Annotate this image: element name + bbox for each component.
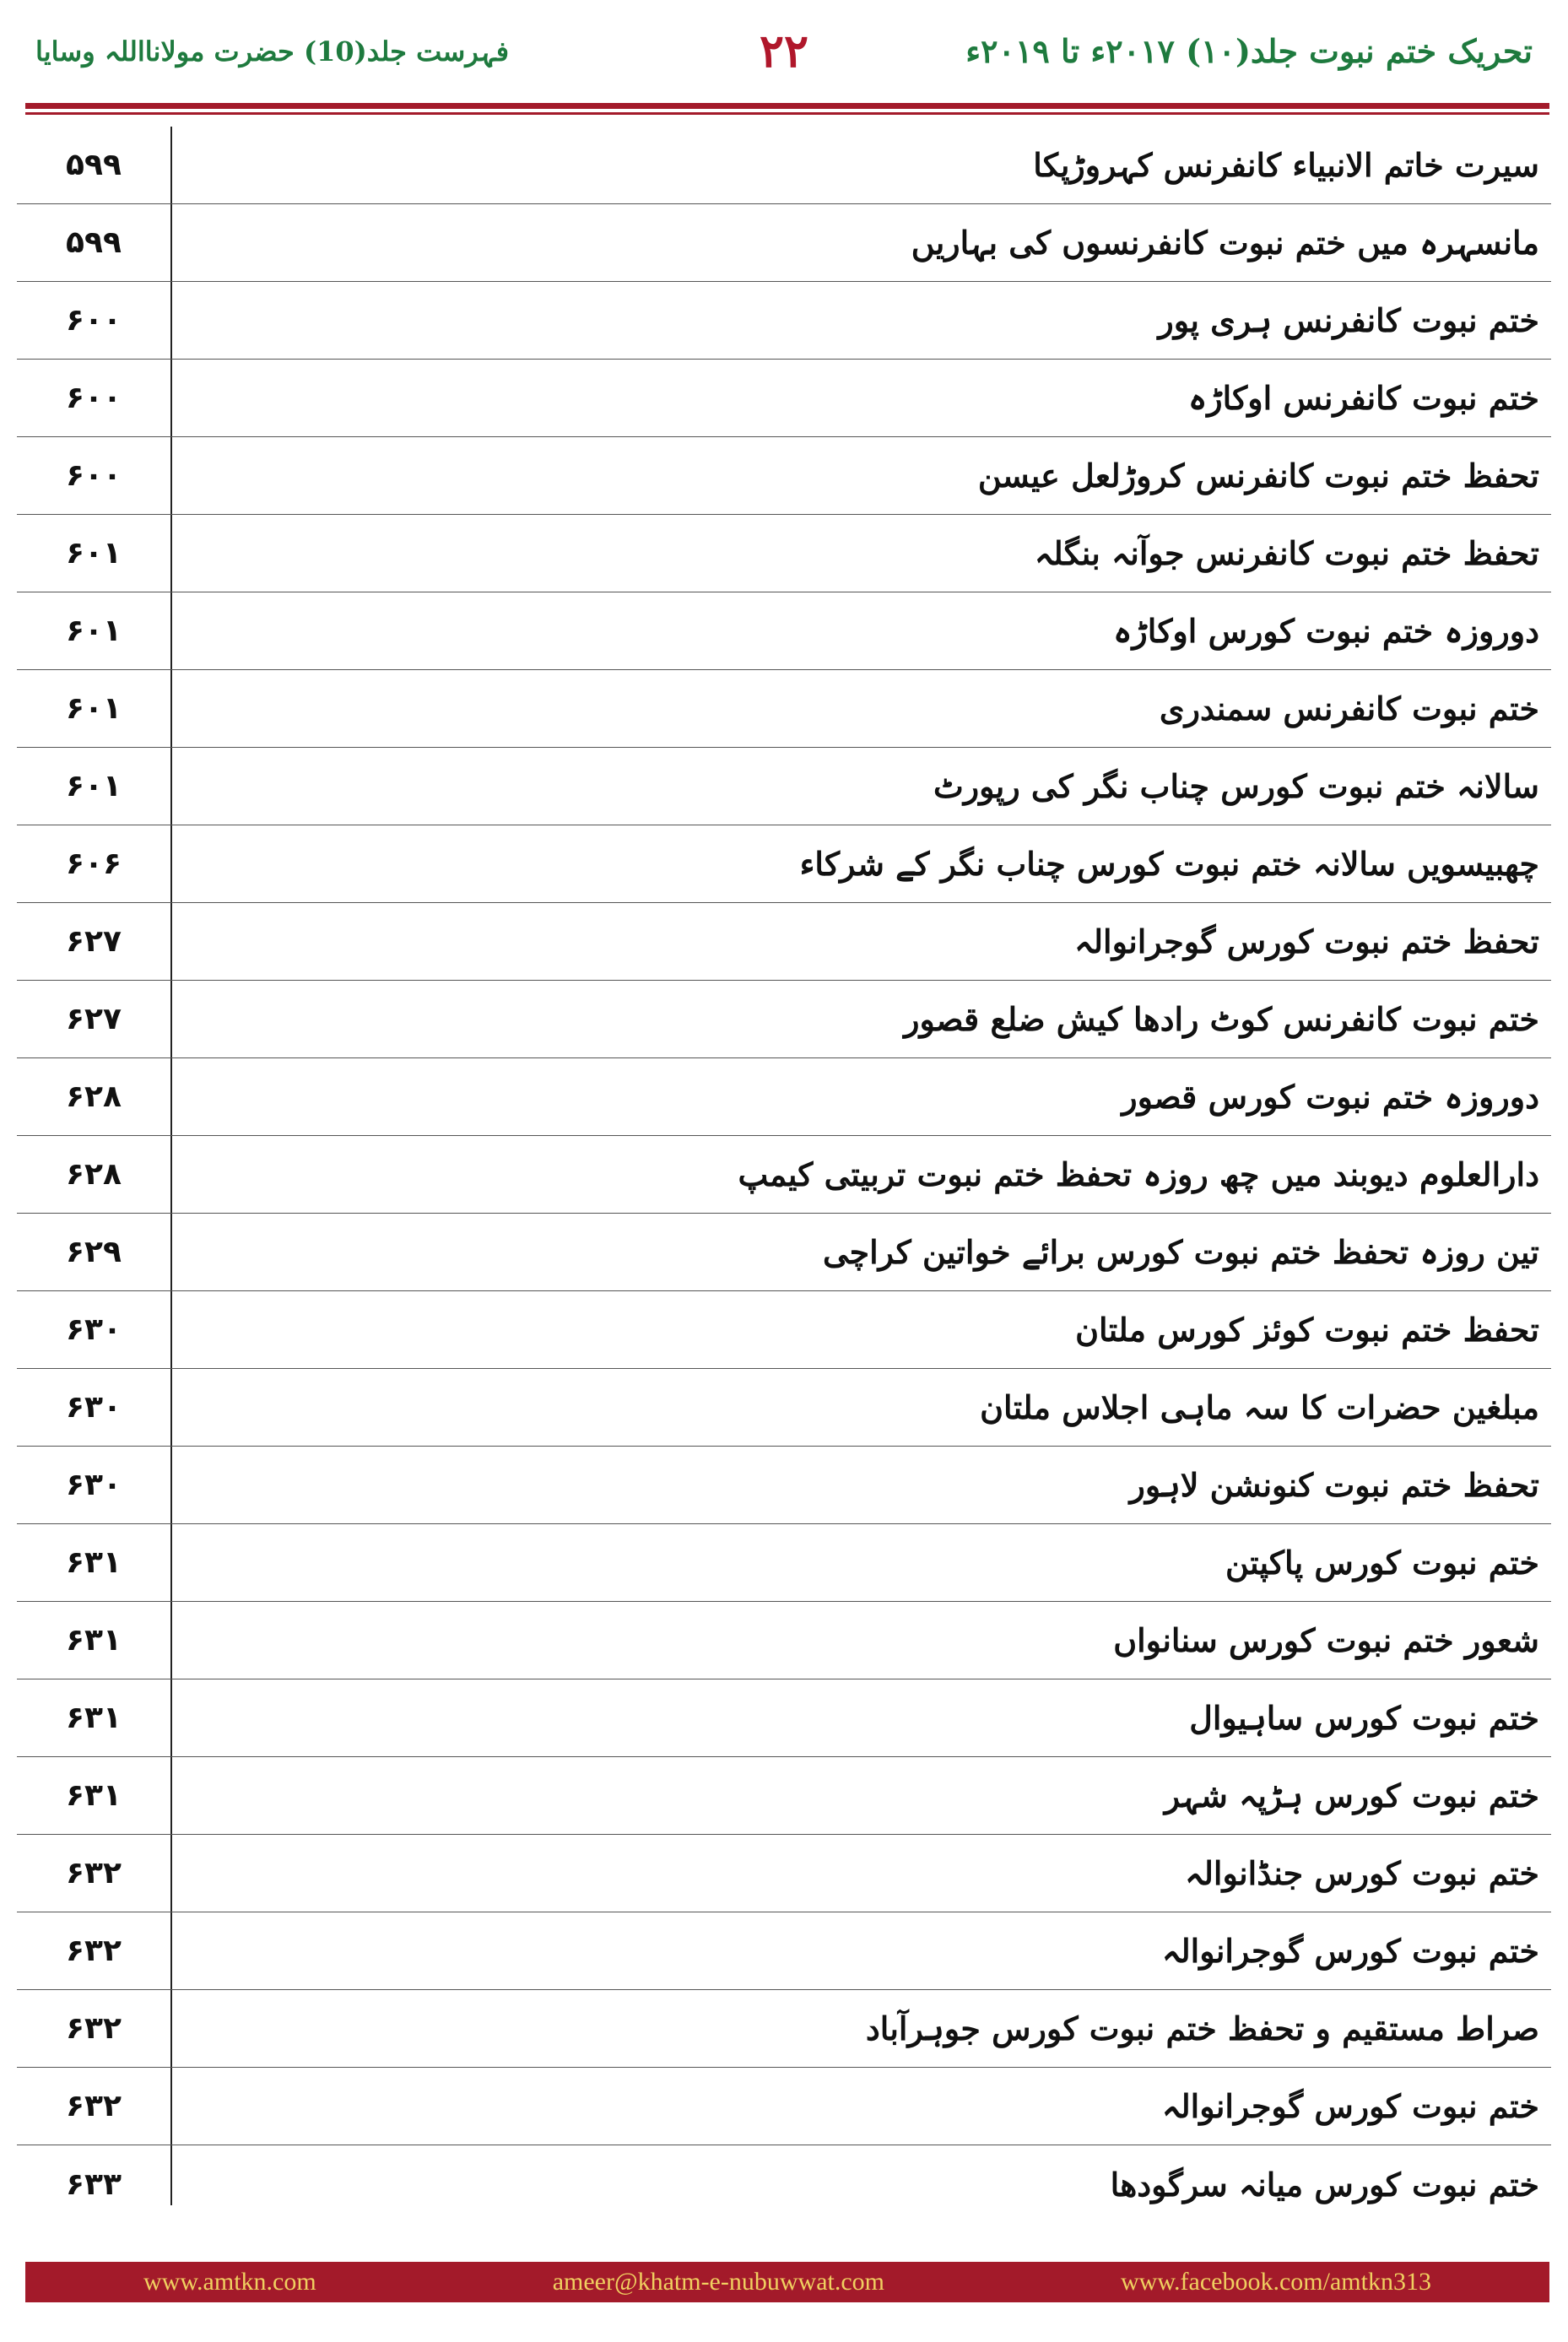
toc-row — [17, 1291, 1551, 1369]
header-divider-thin — [25, 112, 1549, 115]
toc-page-number: ۶۰۰ — [66, 303, 122, 338]
toc-entry-title: ختم نبوت کورس جنڈانوالہ — [1185, 1854, 1539, 1892]
toc-entry-title: مانسہرہ میں ختم نبوت کانفرنسوں کی بہاریں — [911, 224, 1539, 262]
toc-row — [17, 1524, 1551, 1602]
toc-row — [17, 515, 1551, 592]
toc-row — [17, 903, 1551, 981]
toc-row — [17, 1602, 1551, 1679]
toc-row — [17, 127, 1551, 204]
toc-entry-title: ختم نبوت کورس ہڑپہ شہر — [1164, 1777, 1539, 1815]
toc-page-number: ۵۹۹ — [66, 225, 122, 260]
toc-row — [17, 748, 1551, 825]
toc-entry-title: ختم نبوت کورس میانہ سرگودھا — [1110, 2165, 1539, 2204]
toc-row — [17, 1679, 1551, 1757]
toc-row — [17, 437, 1551, 515]
toc-page-number: ۶۰۱ — [66, 536, 122, 571]
toc-entry-title: ختم نبوت کورس گوجرانوالہ — [1161, 1932, 1539, 1970]
toc-page-number: ۶۲۷ — [66, 1002, 122, 1036]
toc-entry-title: چھبیسویں سالانہ ختم نبوت کورس چناب نگر کے شرکاء — [799, 845, 1539, 883]
toc-page-number: ۶۰۰ — [66, 458, 122, 493]
toc-page-number: ۶۳۲ — [66, 1856, 122, 1890]
toc-row — [17, 825, 1551, 903]
page-footer — [25, 2262, 1549, 2302]
toc-entry-title: تحفظ ختم نبوت کنونشن لاہور — [1129, 1466, 1539, 1504]
toc-entry-title: مبلغین حضرات کا سہ ماہی اجلاس ملتان — [980, 1388, 1539, 1426]
toc-entry-title: ختم نبوت کانفرنس کوٹ رادھا کیش ضلع قصور — [904, 1000, 1539, 1038]
toc-page-number: ۶۳۱ — [66, 1778, 122, 1813]
toc-row — [17, 670, 1551, 748]
toc-row — [17, 1447, 1551, 1524]
toc-page-number: ۶۰۱ — [66, 769, 122, 803]
toc-entry-title: دوروزہ ختم نبوت کورس اوکاڑہ — [1113, 612, 1539, 650]
toc-row — [17, 204, 1551, 282]
toc-entry-title: صراط مستقیم و تحفظ ختم نبوت کورس جوہرآباد — [865, 2009, 1539, 2047]
book-title: تحریک ختم نبوت جلد(۱۰) ۲۰۱۷ء تا ۲۰۱۹ء — [965, 32, 1533, 70]
toc-entry-title: ختم نبوت کورس گوجرانوالہ — [1161, 2087, 1539, 2125]
toc-entry-title: سیرت خاتم الانبیاء کانفرنس کہروڑپکا — [1033, 146, 1539, 184]
toc-entry-title: تحفظ ختم نبوت کانفرنس جوآنہ بنگلہ — [1034, 534, 1539, 572]
toc-page-number: ۶۲۸ — [66, 1157, 122, 1192]
toc-page-number: ۶۳۱ — [66, 1623, 122, 1658]
toc-page-number: ۶۳۰ — [66, 1390, 122, 1425]
header-divider — [25, 103, 1549, 109]
toc-row — [17, 2068, 1551, 2145]
toc-entry-title: تحفظ ختم نبوت کورس گوجرانوالہ — [1074, 922, 1539, 960]
toc-page-number: ۶۲۷ — [66, 924, 122, 959]
toc-entry-title: شعور ختم نبوت کورس سنانواں — [1113, 1621, 1539, 1659]
toc-page-number: ۶۳۲ — [66, 2089, 122, 2123]
toc-page-number: ۶۳۲ — [66, 1934, 122, 1968]
toc-row — [17, 1757, 1551, 1835]
toc-entry-title: ختم نبوت کورس ساہیوال — [1189, 1699, 1539, 1737]
page-number: ۲۲ — [759, 24, 808, 78]
toc-page-number: ۵۹۹ — [66, 148, 122, 182]
toc-page-number: ۶۰۶ — [66, 846, 122, 881]
toc-page-number: ۶۲۹ — [66, 1235, 122, 1269]
toc-row — [17, 360, 1551, 437]
toc-row — [17, 1369, 1551, 1447]
toc-entry-title: ختم نبوت کانفرنس سمندری — [1159, 690, 1539, 727]
section-title: فہرست جلد(10) حضرت مولانااللہ وسایا — [35, 35, 510, 68]
toc-page-number: ۶۳۰ — [66, 1468, 122, 1502]
toc-row — [17, 282, 1551, 360]
toc-row — [17, 1912, 1551, 1990]
toc-page-number: ۶۳۱ — [66, 1545, 122, 1580]
toc-row — [17, 1835, 1551, 1912]
toc-row — [17, 1136, 1551, 1214]
website-link[interactable]: www.amtkn.com — [143, 2268, 316, 2296]
toc-page-number: ۶۰۰ — [66, 381, 122, 415]
toc-page-number: ۶۳۳ — [66, 2166, 122, 2202]
email-link[interactable]: ameer@khatm-e-nubuwwat.com — [552, 2268, 884, 2296]
page-header — [0, 0, 1568, 101]
toc-page-number: ۶۰۱ — [66, 614, 122, 648]
toc-entry-title: ختم نبوت کورس پاکپتن — [1225, 1544, 1539, 1582]
toc-row — [17, 2145, 1551, 2223]
toc-row — [17, 1214, 1551, 1291]
toc-entry-title: تین روزہ تحفظ ختم نبوت کورس برائے خواتین کراچی — [822, 1233, 1539, 1271]
toc-row — [17, 592, 1551, 670]
toc-row — [17, 1058, 1551, 1136]
toc-page-number: ۶۳۱ — [66, 1701, 122, 1735]
toc-row — [17, 1990, 1551, 2068]
toc-entry-title: ختم نبوت کانفرنس اوکاڑہ — [1187, 379, 1539, 417]
toc-entry-title: تحفظ ختم نبوت کانفرنس کروڑلعل عیسن — [977, 457, 1539, 495]
toc-page-number: ۶۲۸ — [66, 1079, 122, 1114]
toc-page-number: ۶۰۱ — [66, 691, 122, 726]
toc-row — [17, 981, 1551, 1058]
facebook-link[interactable]: www.facebook.com/amtkn313 — [1121, 2268, 1431, 2296]
toc-entry-title: دارالعلوم دیوبند میں چھ روزہ تحفظ ختم نبوت تربیتی کیمپ — [738, 1155, 1539, 1193]
toc-entry-title: سالانہ ختم نبوت کورس چناب نگر کی رپورٹ — [933, 767, 1539, 805]
toc-entry-title: تحفظ ختم نبوت کوئز کورس ملتان — [1075, 1311, 1539, 1349]
toc-entry-title: دوروزہ ختم نبوت کورس قصور — [1122, 1078, 1539, 1116]
toc-page-number: ۶۳۰ — [66, 1312, 122, 1347]
toc-page-number: ۶۳۲ — [66, 2011, 122, 2046]
toc-entry-title: ختم نبوت کانفرنس ہری پور — [1158, 301, 1539, 339]
table-of-contents — [17, 127, 1551, 2223]
